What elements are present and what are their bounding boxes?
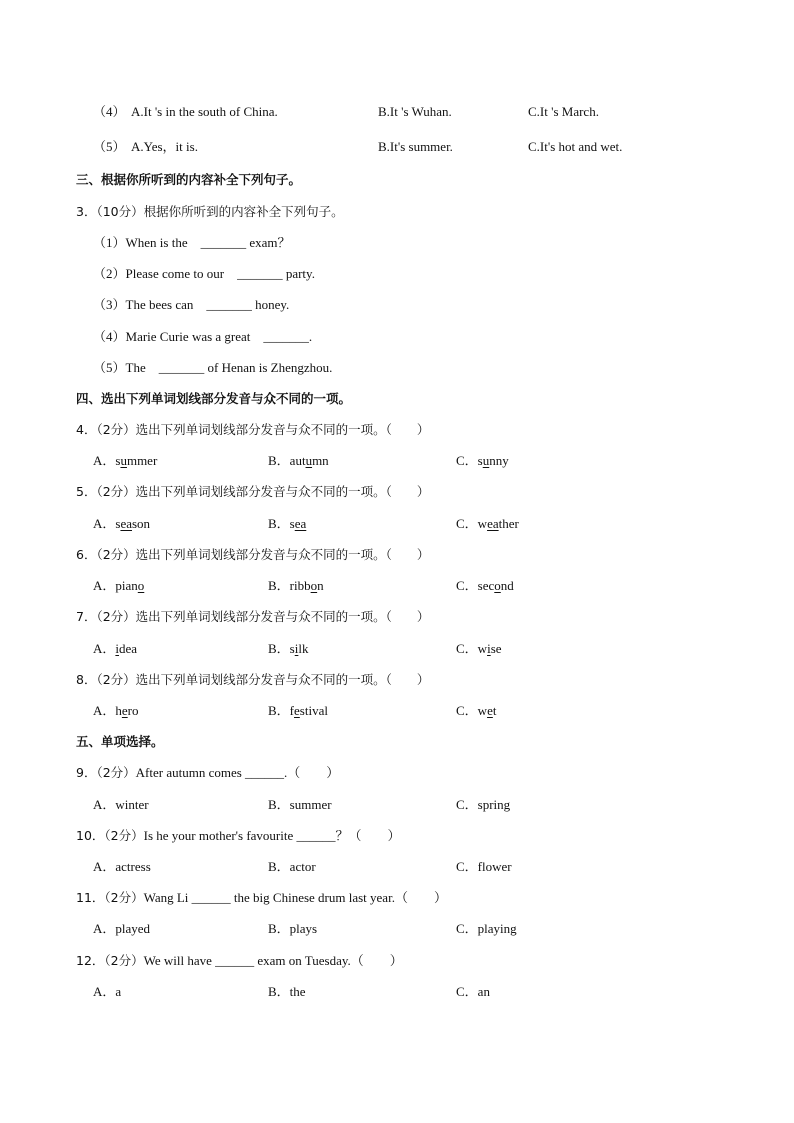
word-part: nny xyxy=(489,453,509,468)
word-part: n xyxy=(317,578,324,593)
question-number: 3． xyxy=(76,204,97,219)
option-letter: B． xyxy=(268,921,290,936)
question-5-options xyxy=(0,514,794,534)
sentence-start: Is he your mother's favourite xyxy=(143,828,297,843)
fill-item-3 xyxy=(0,295,794,315)
question-number: 12． xyxy=(76,953,105,968)
question-score: （2分） xyxy=(104,953,144,968)
answer-blank[interactable]: ______ xyxy=(245,765,285,780)
listening-item-4 xyxy=(0,102,794,122)
question-10-options xyxy=(0,857,794,877)
underlined-letters: e xyxy=(294,703,300,718)
sentence-end: .（ ） xyxy=(284,765,340,780)
question-11-options xyxy=(0,919,794,939)
option-a[interactable] xyxy=(93,451,157,471)
word-part: dea xyxy=(119,641,138,656)
option-a[interactable] xyxy=(93,514,150,534)
word-part: s xyxy=(477,453,483,468)
option-letter: A． xyxy=(93,921,116,936)
option-letter: C． xyxy=(456,984,478,999)
sentence-start: The bees can xyxy=(125,297,197,312)
item-number: （5） xyxy=(93,360,126,375)
answer-blank[interactable]: _______ xyxy=(158,360,205,375)
fill-item-4 xyxy=(0,327,794,347)
question-4 xyxy=(0,420,794,440)
underlined-letters: u xyxy=(120,453,127,468)
sentence-end: exam on Tuesday.（ ） xyxy=(254,953,403,968)
question-number: 7． xyxy=(76,609,97,624)
question-text: 根据你所听到的内容补全下列句子。 xyxy=(143,204,344,219)
section-5-heading xyxy=(0,732,794,752)
underlined-letters: e xyxy=(487,703,493,718)
word-part: w xyxy=(477,516,488,531)
item-number: （2） xyxy=(93,266,126,281)
option-letter: A． xyxy=(93,703,116,718)
option-c[interactable] xyxy=(456,639,502,659)
question-7 xyxy=(0,607,794,627)
section-title: 三、根据你所听到的内容补全下列句子。 xyxy=(76,172,302,187)
question-prompt xyxy=(76,888,447,908)
question-12 xyxy=(0,951,794,971)
answer-blank[interactable]: _______ xyxy=(200,235,247,250)
sentence-end: the big Chinese drum last year.（ ） xyxy=(230,890,447,905)
option-letter: B． xyxy=(268,578,290,593)
sentence-start: Wang Li xyxy=(143,890,192,905)
word-part: s xyxy=(289,516,295,531)
option-text: the xyxy=(289,984,306,999)
question-score: （10分） xyxy=(96,204,144,219)
option-letter: C． xyxy=(456,859,478,874)
word-part: nd xyxy=(500,578,514,593)
sentence-end: exam？ xyxy=(246,235,291,250)
answer-blank[interactable]: ______ xyxy=(215,953,255,968)
section-title: 五、单项选择。 xyxy=(76,734,164,749)
option-letter: C． xyxy=(456,578,478,593)
question-11 xyxy=(0,888,794,908)
option-letter: A． xyxy=(93,984,116,999)
option-text: flower xyxy=(477,859,512,874)
sentence-end: party. xyxy=(282,266,315,281)
item-number: （5） xyxy=(93,139,126,154)
word-part: aut xyxy=(289,453,306,468)
question-number: 9． xyxy=(76,765,97,780)
option-b[interactable] xyxy=(268,857,316,877)
sentence-start: When is the xyxy=(125,235,191,250)
sentence-start: We will have xyxy=(143,953,216,968)
option-letter: B． xyxy=(268,703,290,718)
option-b: B.It 's Wuhan. xyxy=(378,104,452,119)
item-number: （4） xyxy=(93,104,126,119)
word-part: se xyxy=(490,641,502,656)
sentence-start: Marie Curie was a great xyxy=(125,329,254,344)
question-score: （2分） xyxy=(96,547,136,562)
question-number: 11． xyxy=(76,890,105,905)
question-score: （2分） xyxy=(96,422,136,437)
question-9 xyxy=(0,763,794,783)
answer-blank[interactable]: _______ xyxy=(206,297,252,312)
option-letter: B． xyxy=(268,453,290,468)
question-prompt xyxy=(76,763,339,783)
option-c[interactable] xyxy=(456,795,510,815)
word-part: w xyxy=(477,641,488,656)
option-a[interactable] xyxy=(93,795,149,815)
option-b[interactable] xyxy=(268,701,328,721)
option-letter: B． xyxy=(268,859,290,874)
section-title: 四、选出下列单词划线部分发音与众不同的一项。 xyxy=(76,391,352,406)
question-prompt xyxy=(76,826,401,846)
underlined-letters: o xyxy=(310,578,318,593)
option-a: A.Yes，it is. xyxy=(131,139,198,154)
underlined-letters: o xyxy=(137,578,145,593)
option-letter: C． xyxy=(456,453,478,468)
question-5 xyxy=(0,482,794,502)
option-letter: A． xyxy=(93,453,116,468)
option-text: summer xyxy=(289,797,332,812)
underlined-letters: u xyxy=(482,453,490,468)
sentence-end: honey. xyxy=(251,297,290,312)
option-a: A.It 's in the south of China. xyxy=(131,104,278,119)
question-score: （2分） xyxy=(96,672,136,687)
option-letter: C． xyxy=(456,797,478,812)
item-number: （1） xyxy=(93,235,126,250)
question-score: （2分） xyxy=(104,890,144,905)
fill-sentence xyxy=(93,264,315,284)
underlined-letters: i xyxy=(294,641,299,656)
question-8 xyxy=(0,670,794,690)
question-prompt xyxy=(76,951,403,971)
fill-item-5 xyxy=(0,358,794,378)
question-text: 选出下列单词划线部分发音与众不同的一项。（ ） xyxy=(135,547,430,562)
question-score: （2分） xyxy=(96,765,136,780)
question-number: 8． xyxy=(76,672,97,687)
option-letter: B． xyxy=(268,516,290,531)
question-prompt xyxy=(76,670,429,690)
question-9-options xyxy=(0,795,794,815)
option-text: winter xyxy=(115,797,149,812)
option-c[interactable] xyxy=(456,919,517,939)
option-text: plays xyxy=(289,921,318,936)
question-prompt xyxy=(76,482,429,502)
option-b[interactable] xyxy=(268,639,308,659)
option-c[interactable] xyxy=(456,451,509,471)
option-text: played xyxy=(115,921,151,936)
option-letter: B． xyxy=(268,641,290,656)
word-part: ro xyxy=(127,703,139,718)
option-letter: B． xyxy=(268,984,290,999)
item-number: （4） xyxy=(93,329,126,344)
option-letter: B． xyxy=(268,797,290,812)
option-letter: A． xyxy=(93,641,116,656)
question-6 xyxy=(0,545,794,565)
answer-blank[interactable]: ______ xyxy=(191,890,231,905)
option-text: actor xyxy=(289,859,316,874)
answer-blank[interactable]: _______ xyxy=(237,266,283,281)
underlined-letters: i xyxy=(487,641,491,656)
option-text: playing xyxy=(477,921,517,936)
question-prompt xyxy=(76,607,429,627)
sentence-end: . xyxy=(308,329,313,344)
option-a[interactable] xyxy=(93,576,144,596)
question-8-options xyxy=(0,701,794,721)
word-part: f xyxy=(289,703,295,718)
option-a[interactable] xyxy=(93,857,151,877)
word-part: s xyxy=(115,453,121,468)
question-number: 6． xyxy=(76,547,97,562)
underlined-letters: ea xyxy=(487,516,499,531)
question-score: （2分） xyxy=(96,609,136,624)
option-b[interactable] xyxy=(268,451,329,471)
section-4-heading xyxy=(0,389,794,409)
option-letter: C． xyxy=(456,641,478,656)
question-prompt xyxy=(76,545,429,565)
option-a[interactable] xyxy=(93,639,137,659)
underlined-letters: i xyxy=(115,641,120,656)
option-c[interactable] xyxy=(456,701,496,721)
word-part: w xyxy=(477,703,488,718)
underlined-letters: u xyxy=(305,453,313,468)
sentence-start: The xyxy=(125,360,149,375)
option-b[interactable] xyxy=(268,795,332,815)
word-part: son xyxy=(132,516,151,531)
option-text: an xyxy=(477,984,490,999)
fill-item-1 xyxy=(0,233,794,253)
option-b[interactable] xyxy=(268,514,306,534)
option-c[interactable] xyxy=(456,514,519,534)
option-letter: A． xyxy=(93,516,116,531)
fill-item-2 xyxy=(0,264,794,284)
section-3-heading xyxy=(0,170,794,190)
question-12-options xyxy=(0,982,794,1002)
listening-item-5 xyxy=(0,137,794,157)
option-letter: C． xyxy=(456,703,478,718)
question-6-options xyxy=(0,576,794,596)
answer-blank[interactable]: _______ xyxy=(263,329,309,344)
option-letter: C． xyxy=(456,921,478,936)
question-number: 10． xyxy=(76,828,105,843)
word-part: h xyxy=(115,703,122,718)
question-prompt xyxy=(76,202,344,222)
underlined-letters: ea xyxy=(120,516,132,531)
option-c[interactable] xyxy=(456,982,490,1002)
sentence-end: of Henan is Zhengzhou. xyxy=(204,360,333,375)
option-letter: A． xyxy=(93,797,116,812)
word-part: lk xyxy=(298,641,309,656)
question-text: 选出下列单词划线部分发音与众不同的一项。（ ） xyxy=(135,422,430,437)
word-part: ribb xyxy=(289,578,311,593)
option-c[interactable] xyxy=(456,857,512,877)
option-b[interactable] xyxy=(268,576,324,596)
word-part: pian xyxy=(115,578,138,593)
option-a[interactable] xyxy=(93,701,139,721)
word-part: mn xyxy=(312,453,329,468)
option-text: spring xyxy=(477,797,511,812)
item-number: （3） xyxy=(93,297,126,312)
fill-sentence xyxy=(93,327,312,347)
question-score: （2分） xyxy=(104,828,144,843)
word-part: t xyxy=(492,703,497,718)
sentence-start: After autumn comes xyxy=(135,765,246,780)
option-c[interactable] xyxy=(456,576,514,596)
underlined-letters: o xyxy=(494,578,501,593)
option-c: C.It's hot and wet. xyxy=(528,139,623,154)
answer-blank[interactable]: ______ xyxy=(296,828,336,843)
option-a[interactable] xyxy=(93,982,121,1002)
option-c: C.It 's March. xyxy=(528,104,599,119)
sentence-end: ？（ ） xyxy=(335,828,401,843)
option-letter: A． xyxy=(93,578,116,593)
option-b[interactable] xyxy=(268,919,317,939)
question-7-options xyxy=(0,639,794,659)
option-letter: C． xyxy=(456,516,478,531)
fill-sentence xyxy=(93,358,332,378)
option-b[interactable] xyxy=(268,982,306,1002)
sentence-start: Please come to our xyxy=(125,266,228,281)
question-text: 选出下列单词划线部分发音与众不同的一项。（ ） xyxy=(135,672,430,687)
option-text: a xyxy=(115,984,122,999)
word-part: s xyxy=(289,641,295,656)
question-10 xyxy=(0,826,794,846)
word-part: stival xyxy=(299,703,328,718)
fill-sentence xyxy=(93,295,289,315)
question-number: 4． xyxy=(76,422,97,437)
question-score: （2分） xyxy=(96,484,136,499)
option-b: B.It's summer. xyxy=(378,139,453,154)
option-text: actress xyxy=(115,859,151,874)
underlined-letters: ea xyxy=(294,516,307,531)
option-letter: A． xyxy=(93,859,116,874)
question-3 xyxy=(0,202,794,222)
option-a[interactable] xyxy=(93,919,150,939)
fill-sentence xyxy=(93,233,291,253)
word-part: s xyxy=(115,516,121,531)
question-prompt xyxy=(76,420,429,440)
question-text: 选出下列单词划线部分发音与众不同的一项。（ ） xyxy=(135,609,430,624)
underlined-letters: e xyxy=(121,703,128,718)
question-text: 选出下列单词划线部分发音与众不同的一项。（ ） xyxy=(135,484,430,499)
word-part: sec xyxy=(477,578,495,593)
word-part: ther xyxy=(498,516,519,531)
word-part: mmer xyxy=(126,453,158,468)
question-4-options xyxy=(0,451,794,471)
question-number: 5． xyxy=(76,484,97,499)
